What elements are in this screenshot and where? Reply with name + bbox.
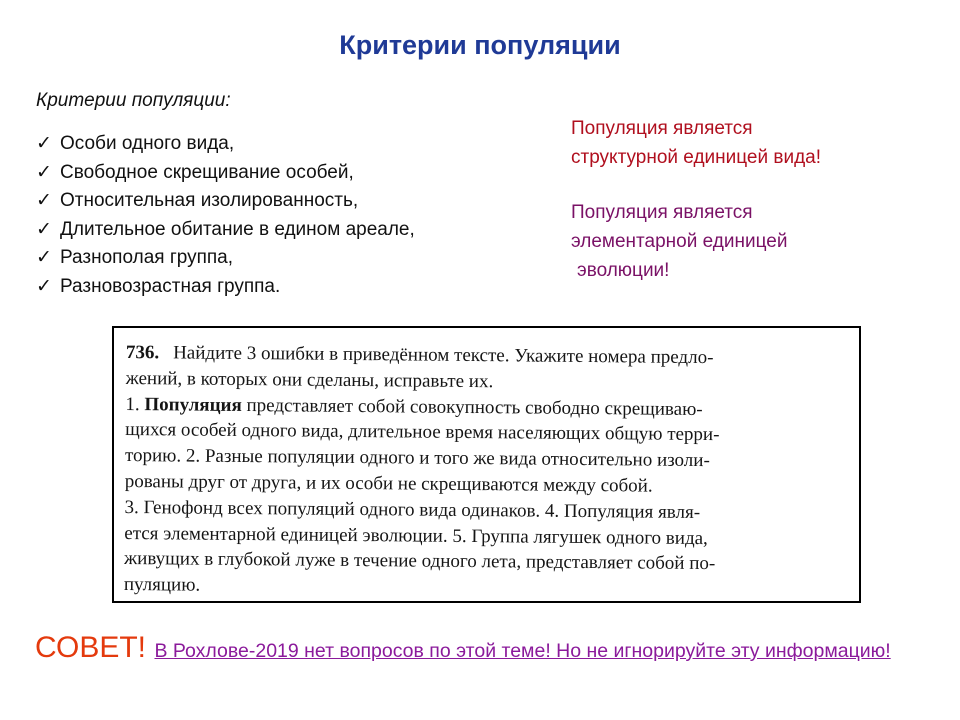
criteria-item: ✓ Особи одного вида, xyxy=(36,130,415,159)
check-icon: ✓ xyxy=(36,133,52,154)
check-icon: ✓ xyxy=(36,247,52,268)
task-number: 736. xyxy=(125,341,160,364)
elementary-unit-note: Популяция является элементарной единицей эволюции! xyxy=(571,202,788,281)
criteria-item: ✓ Разновозрастная группа. xyxy=(36,273,415,302)
check-icon: ✓ xyxy=(36,218,52,240)
criteria-item: ✓ Свободное скрещивание особей, xyxy=(36,159,415,188)
task-line: жений, в которых они сделаны, исправьте их. xyxy=(125,367,494,393)
structural-unit-note: Популяция является структурной единицей вида! xyxy=(571,118,822,168)
task-line: 3. Генофонд всех популяций одного вида одинаков. 4. Популяция явля- xyxy=(124,496,701,523)
criteria-item: ✓ Разнополая группа, xyxy=(36,244,415,273)
check-icon: ✓ xyxy=(36,190,52,211)
check-icon: ✓ xyxy=(36,275,52,297)
advice-link[interactable]: В Рохлове-2019 нет вопросов по этой теме! Но не игнорируйте эту информацию! xyxy=(154,640,891,662)
task-line: пуляцию. xyxy=(123,574,201,596)
task-line: рованы друг от друга, и их особи не скрещиваются между собой. xyxy=(124,470,653,497)
task-line: 1. Популяция представляет собой совокупность свободно скрещиваю- xyxy=(125,393,703,420)
task-line: 736. Найдите 3 ошибки в приведённом тексте. Укажите номера предло- xyxy=(125,341,714,369)
page-title: Критерии популяции xyxy=(339,30,621,60)
advice-label: СОВЕТ! xyxy=(35,631,147,664)
task-line: торию. 2. Разные популяции одного и того же вида относительно изоли- xyxy=(124,445,710,472)
task-line: живущих в глубокой луже в течение одного лета, представляет собой по- xyxy=(123,548,716,575)
criteria-list xyxy=(36,130,415,301)
criteria-item: ✓ Длительное обитание в едином ареале, xyxy=(36,216,415,245)
task-excerpt-box xyxy=(112,326,861,603)
check-icon: ✓ xyxy=(36,161,52,183)
criteria-item: ✓ Относительная изолированность, xyxy=(36,187,415,216)
criteria-subtitle: Критерии популяции: xyxy=(36,90,231,111)
task-line: ется элементарной единицей эволюции. 5. Группа лягушек одного вида, xyxy=(124,522,708,549)
advice-block xyxy=(35,631,925,670)
task-line: щихся особей одного вида, длительное время населяющих общую терри- xyxy=(125,419,720,446)
